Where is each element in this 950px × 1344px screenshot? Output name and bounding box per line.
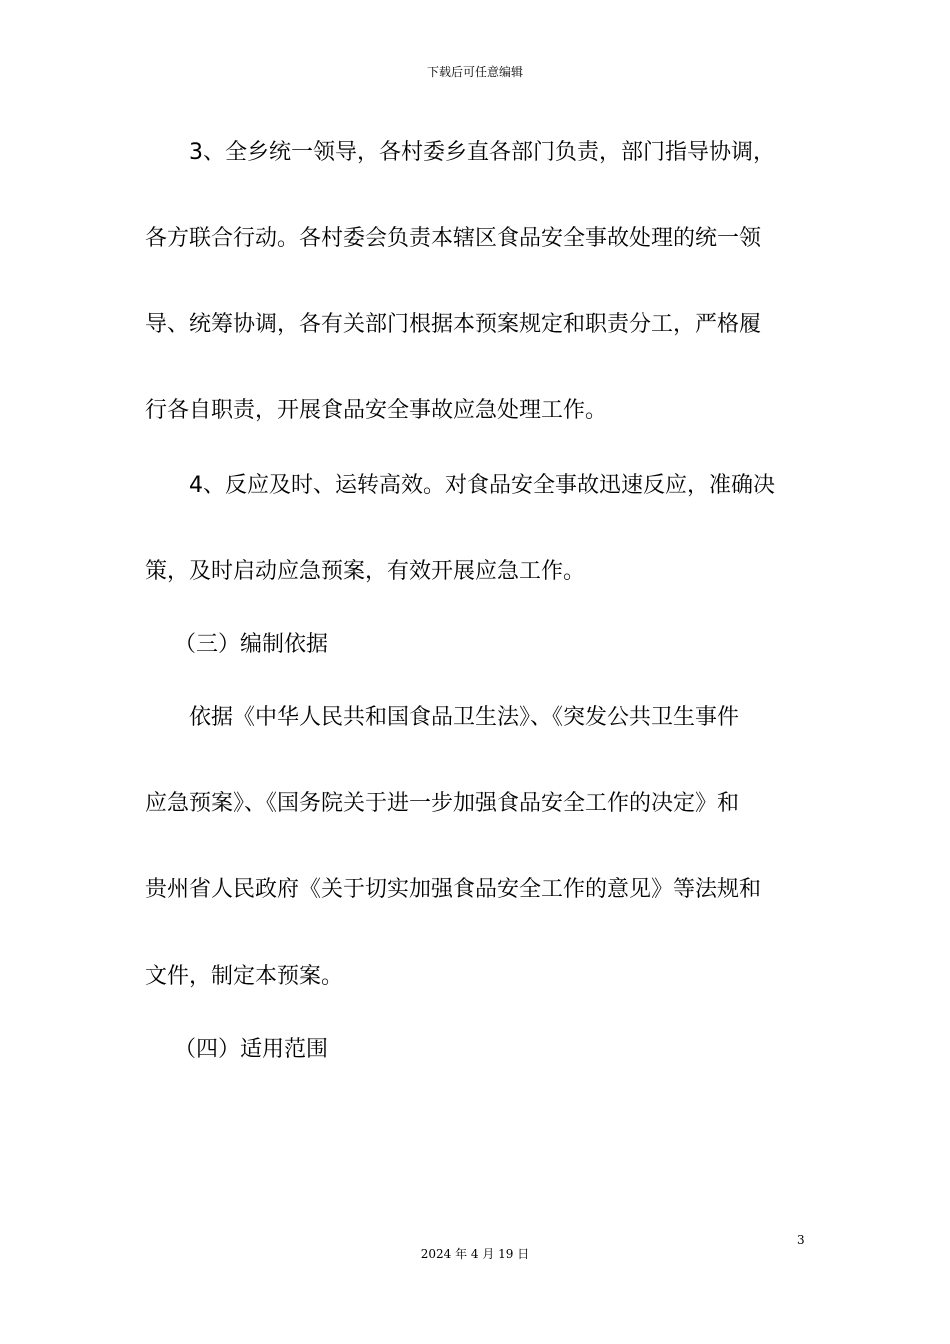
paragraph-line: 贵州省人民政府《关于切实加强食品安全工作的意见》等法规和 bbox=[145, 877, 762, 902]
paragraph-line: 各方联合行动。各村委会负责本辖区食品安全事故处理的统一领 bbox=[145, 226, 762, 251]
page-header: 下载后可任意编辑 bbox=[426, 65, 523, 79]
page-number: 3 bbox=[797, 1233, 805, 1247]
paragraph-line: 4、反应及时、运转高效。对食品安全事故迅速反应，准确决 bbox=[145, 473, 775, 498]
paragraph-line: 应急预案》、《国务院关于进一步加强食品安全工作的决定》和 bbox=[145, 791, 740, 816]
paragraph-line: 文件，制定本预案。 bbox=[145, 964, 344, 989]
section-heading: （三）编制依据 bbox=[145, 632, 328, 657]
paragraph-line: 导、统筹协调，各有关部门根据本预案规定和职责分工，严格履 bbox=[145, 312, 762, 337]
paragraph-line: 3、全乡统一领导，各村委乡直各部门负责，部门指导协调， bbox=[145, 140, 775, 165]
paragraph-line: 策，及时启动应急预案，有效开展应急工作。 bbox=[145, 559, 586, 584]
paragraph-line: 依据《中华人民共和国食品卫生法》、《突发公共卫生事件 bbox=[145, 705, 740, 730]
footer-date: 2024 年 4 月 19 日 bbox=[420, 1247, 530, 1261]
section-heading: （四）适用范围 bbox=[145, 1037, 328, 1062]
paragraph-line: 行各自职责，开展食品安全事故应急处理工作。 bbox=[145, 398, 608, 423]
